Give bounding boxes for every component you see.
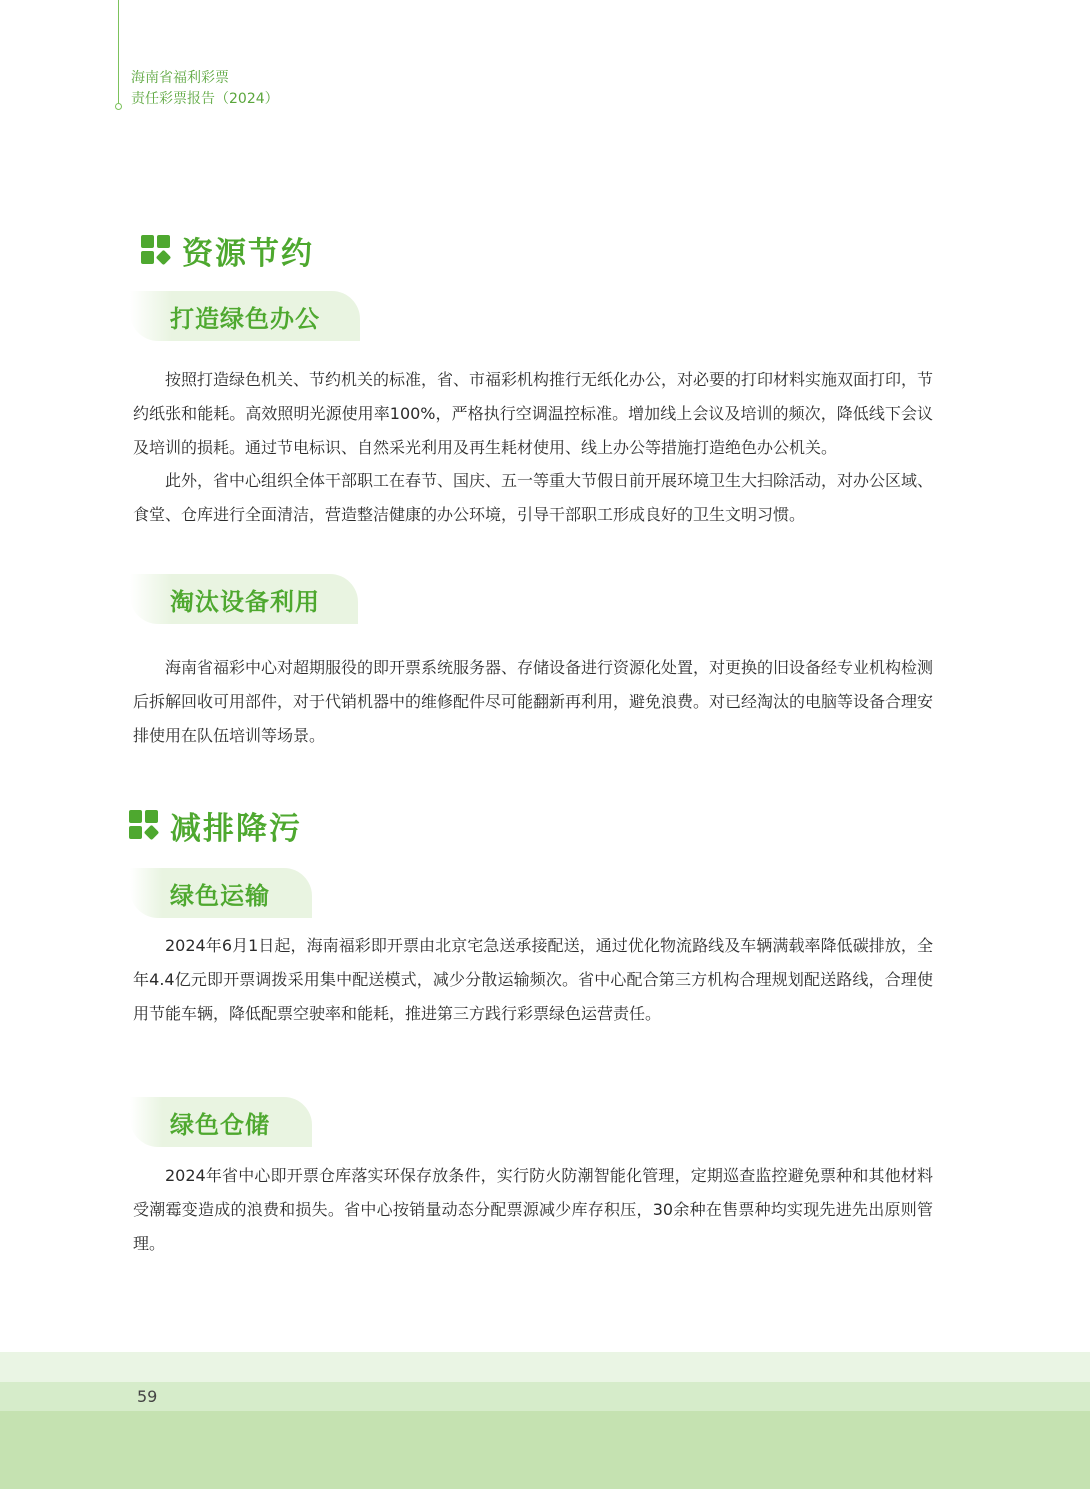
subsection-title-green-storage: 绿色仓储: [130, 1097, 312, 1147]
squares-icon: [129, 810, 160, 841]
section-title-label: 资源节约: [182, 236, 314, 272]
section-title-label: 减排降污: [170, 811, 302, 847]
page-number: 59: [137, 1387, 158, 1406]
running-header: [131, 68, 279, 110]
header-org: 海南省福利彩票: [131, 70, 229, 86]
paragraph: 海南省福彩中心对超期服役的即开票系统服务器、存储设备进行资源化处置，对更换的旧设备经专业机构检测后拆解回收可用部件，对于代销机器中的维修配件尽可能翻新再利用，避免浪费。对已经淘汰的电脑等设备合理安排使用在队伍培训等场景。: [133, 658, 934, 745]
paragraph: 此外，省中心组织全体干部职工在春节、国庆、五一等重大节假日前开展环境卫生大扫除活动，对办公区域、食堂、仓库进行全面清洁，营造整洁健康的办公环境，引导干部职工形成良好的卫生文明习惯。: [133, 471, 934, 524]
subsection-title-green-office: 打造绿色办公: [130, 291, 360, 341]
paragraph: 按照打造绿色机关、节约机关的标准，省、市福彩机构推行无纸化办公，对必要的打印材料实施双面打印，节约纸张和能耗。高效照明光源使用率100%，严格执行空调温控标准。增加线上会议及培训的频次，降低线下会议及培训的损耗。通过节电标识、自然采光利用及再生耗材使用、线上办公等措施打造绝色办公机关。: [133, 370, 934, 457]
footer-band: [0, 1382, 1090, 1411]
subsection-title-equipment-reuse: 淘汰设备利用: [130, 574, 358, 624]
footer-band: [0, 1411, 1090, 1489]
header-report-title: 责任彩票报告（2024）: [131, 91, 279, 107]
paragraph: 2024年6月1日起，海南福彩即开票由北京宅急送承接配送，通过优化物流路线及车辆满载率降低碳排放，全年4.4亿元即开票调拨采用集中配送模式，减少分散运输频次。省中心配合第三方机构合理规划配送路线，合理使用节能车辆，降低配票空驶率和能耗，推进第三方践行彩票绿色运营责任。: [133, 936, 933, 1023]
squares-icon: [141, 235, 172, 266]
section-title-emission-reduction: [129, 803, 302, 848]
subsection-title-green-transport: 绿色运输: [130, 868, 312, 918]
paragraph: 2024年省中心即开票仓库落实环保存放条件，实行防火防潮智能化管理，定期巡查监控避免票种和其他材料受潮霉变造成的浪费和损失。省中心按销量动态分配票源减少库存积压，30余种在售票种均实现先进先出原则管理。: [133, 1166, 933, 1253]
footer-band: [0, 1352, 1090, 1382]
header-rule-dot: [115, 103, 122, 110]
header-vertical-rule: [118, 0, 119, 104]
section-title-resource-saving: [141, 228, 314, 273]
